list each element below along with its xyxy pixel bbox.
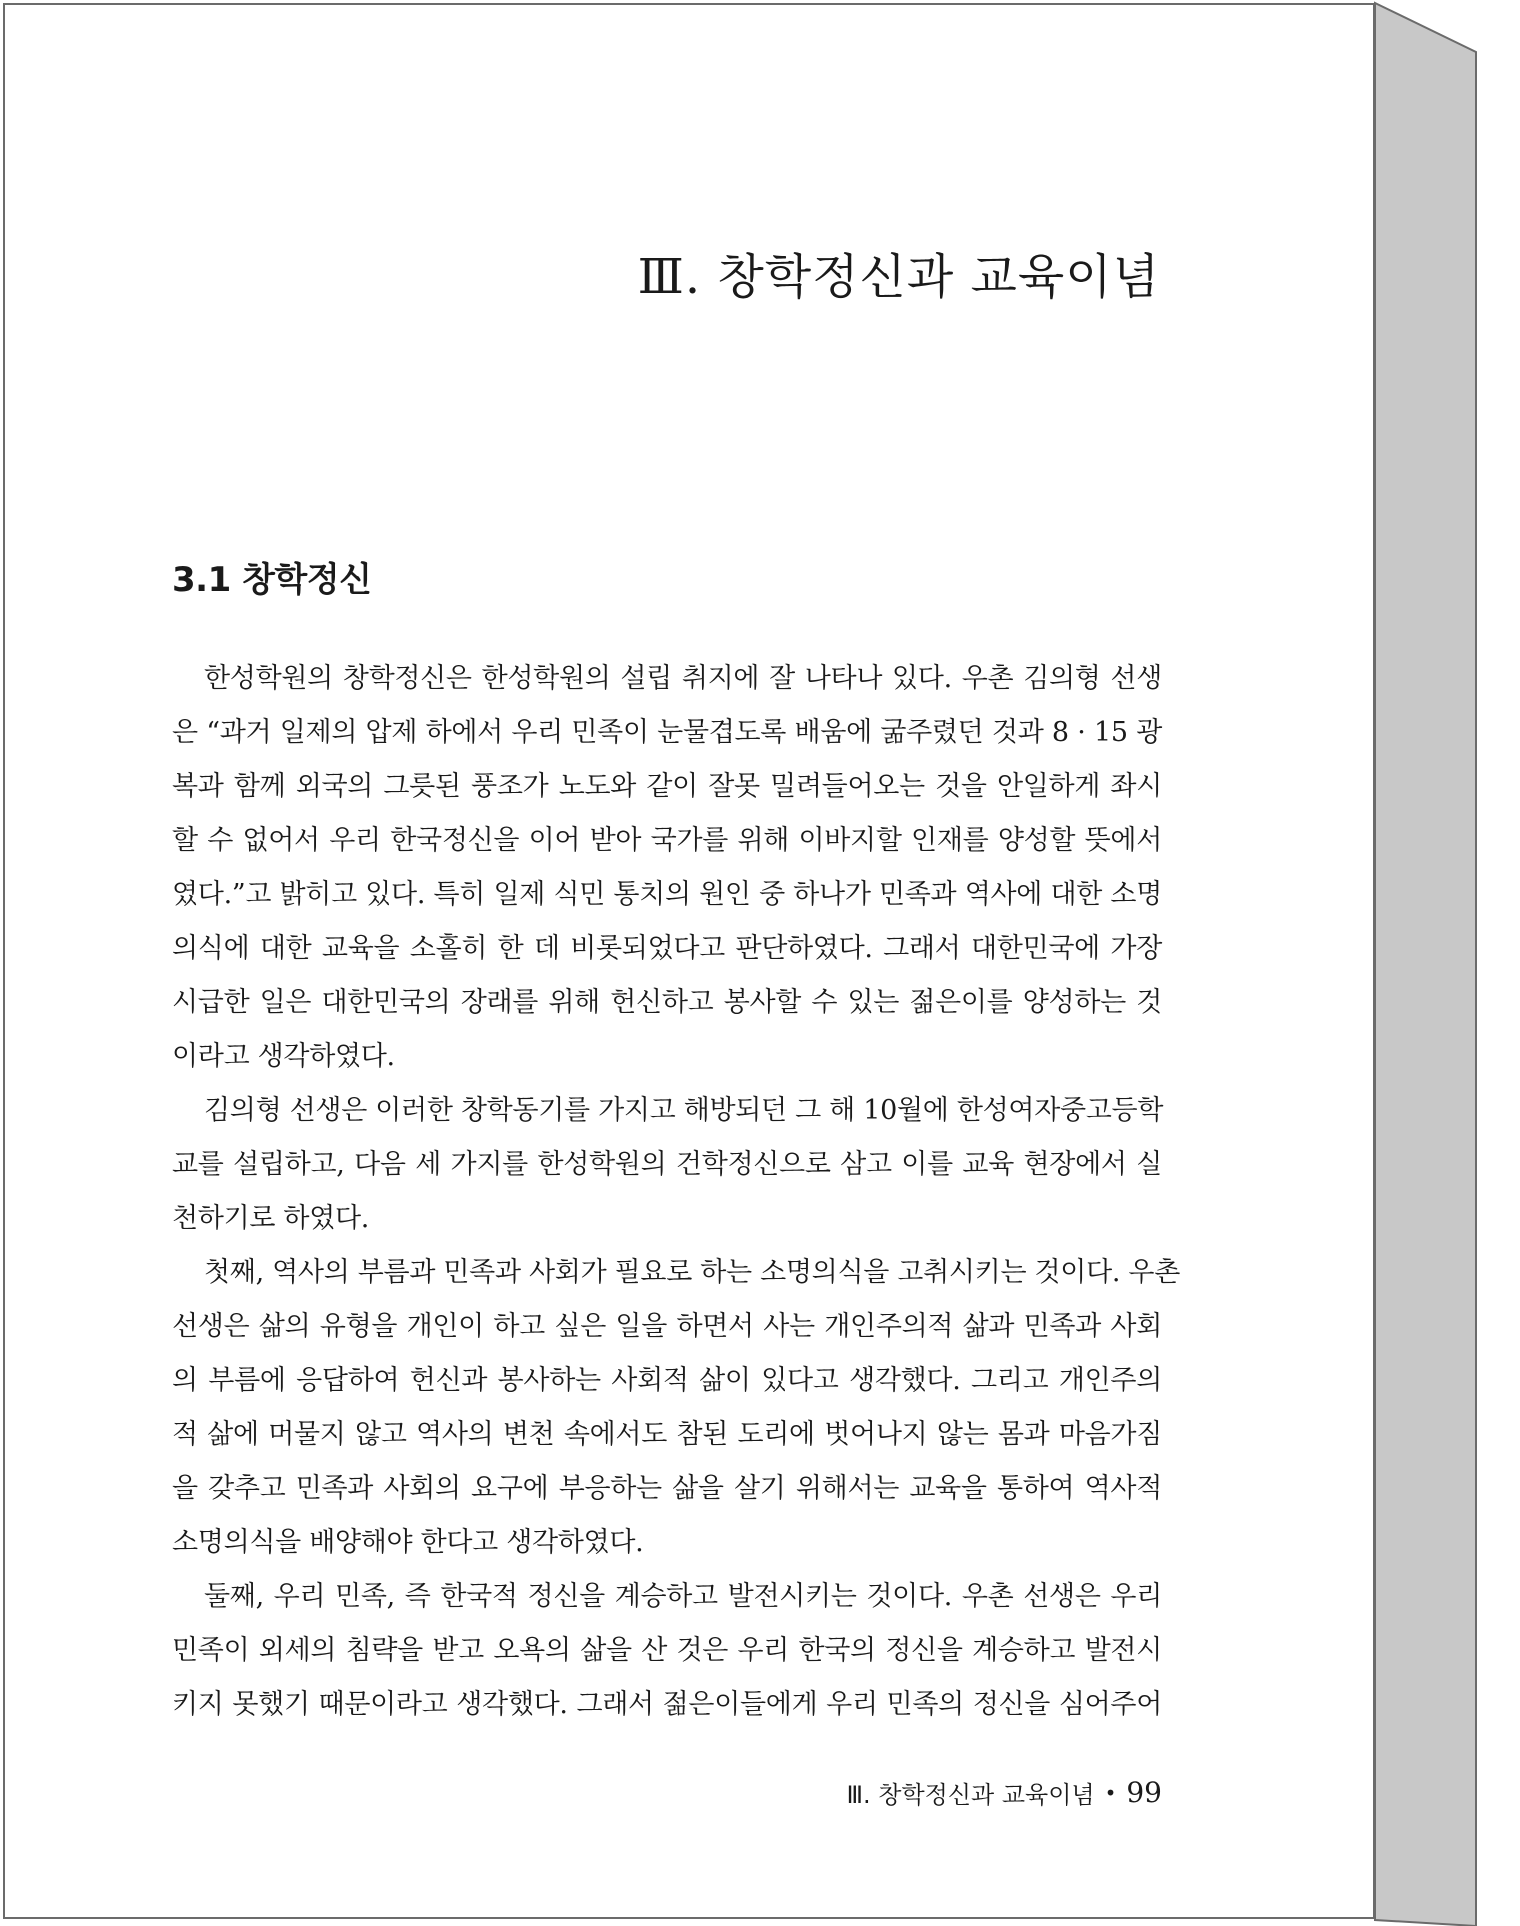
text-line: 의 부름에 응답하여 헌신과 봉사하는 사회적 삶이 있다고 생각했다. 그리고 개인주의 [172,1365,1162,1396]
text-line: 복과 함께 외국의 그릇된 풍조가 노도와 같이 잘못 밀려들어오는 것을 안일하게 좌시 [172,771,1162,802]
text-line: 한성학원의 창학정신은 한성학원의 설립 취지에 잘 나타나 있다. 우촌 김의형 선생 [204,663,1162,694]
text-line: 이라고 생각하였다. [172,1041,395,1072]
text-line: 소명의식을 배양해야 한다고 생각하였다. [172,1527,644,1558]
text-line: 의식에 대한 교육을 소홀히 한 데 비롯되었다고 판단하였다. 그래서 대한민국에 가장 [172,933,1162,964]
text-line: 첫째, 역사의 부름과 민족과 사회가 필요로 하는 소명의식을 고취시키는 것이다. 우촌 [204,1257,1180,1288]
text-line: 을 갖추고 민족과 사회의 요구에 부응하는 삶을 살기 위해서는 교육을 통하여 역사적 [172,1473,1162,1504]
footer-bullet: • [1104,1780,1117,1805]
chapter-title: Ⅲ. 창학정신과 교육이념 [637,249,1160,305]
text-line: 김의형 선생은 이러한 창학동기를 가지고 해방되던 그 해 10월에 한성여자중고등학 [204,1095,1164,1126]
running-title: Ⅲ. 창학정신과 교육이념 [846,1781,1095,1809]
page-footer [846,1775,1162,1810]
text-line: 선생은 삶의 유형을 개인이 하고 싶은 일을 하면서 사는 개인주의적 삶과 민족과 사회 [172,1311,1162,1342]
text-line: 적 삶에 머물지 않고 역사의 변천 속에서도 참된 도리에 벗어나지 않는 몸과 마음가짐 [172,1419,1162,1450]
text-line: 시급한 일은 대한민국의 장래를 위해 헌신하고 봉사할 수 있는 젊은이를 양성하는 것 [172,987,1162,1018]
section-heading: 3.1 창학정신 [172,560,372,600]
text-line: 키지 못했기 때문이라고 생각했다. 그래서 젊은이들에게 우리 민족의 정신을 심어주어 [172,1689,1162,1720]
page-number: 99 [1126,1776,1162,1809]
text-line: 은 “과거 일제의 압제 하에서 우리 민족이 눈물겹도록 배움에 굶주렸던 것과 8 · 15 광 [172,717,1162,748]
body-text [172,652,1180,1732]
text-line: 교를 설립하고, 다음 세 가지를 한성학원의 건학정신으로 삼고 이를 교육 현장에서 실 [172,1149,1162,1180]
text-line: 민족이 외세의 침략을 받고 오욕의 삶을 산 것은 우리 한국의 정신을 계승하고 발전시 [172,1635,1162,1666]
text-line: 였다.”고 밝히고 있다. 특히 일제 식민 통치의 원인 중 하나가 민족과 역사에 대한 소명 [172,879,1162,910]
text-line: 천하기로 하였다. [172,1203,370,1234]
text-line: 할 수 없어서 우리 한국정신을 이어 받아 국가를 위해 이바지할 인재를 양성할 뜻에서 [172,825,1162,856]
text-line: 둘째, 우리 민족, 즉 한국적 정신을 계승하고 발전시키는 것이다. 우촌 선생은 우리 [204,1581,1162,1612]
